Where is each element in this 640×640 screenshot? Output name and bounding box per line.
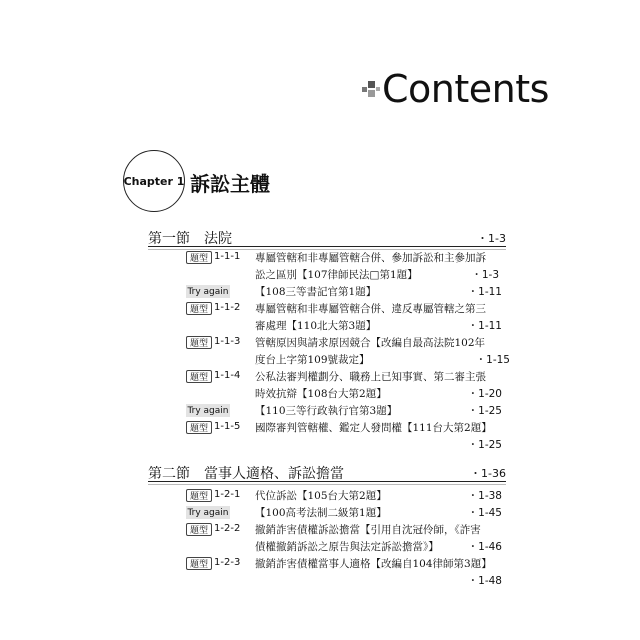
tixing-badge: 題型 bbox=[186, 336, 212, 349]
entry-title-line[interactable]: 【108三等書記官第1題】 bbox=[255, 286, 377, 298]
squares-decoration-icon bbox=[362, 79, 380, 99]
entry-title-line[interactable]: 【110三等行政執行官第3題】 bbox=[255, 405, 398, 417]
entry-page: ・1-48 bbox=[467, 575, 502, 587]
entry-title-line[interactable]: 【100高考法制二級第1題】 bbox=[255, 507, 387, 519]
entry-title-line[interactable]: 審處理【110北大第3題】 bbox=[255, 320, 377, 332]
try-again-badge: Try again bbox=[187, 286, 229, 297]
chapter-title: 訴訟主體 bbox=[190, 172, 270, 196]
entry-number: 1-1-2 bbox=[214, 302, 241, 313]
tixing-badge: 題型 bbox=[186, 251, 212, 264]
entry-number: 1-2-3 bbox=[214, 557, 241, 568]
try-again-badge: Try again bbox=[187, 507, 229, 518]
entry-page: ・1-38 bbox=[467, 490, 502, 502]
entry-page: ・1-3 bbox=[471, 269, 499, 281]
entry-title-line[interactable]: 訟之區別【107律師民法□第1題】 bbox=[255, 269, 418, 281]
entry-number: 1-1-4 bbox=[214, 370, 241, 381]
entry-title-line[interactable]: 時效抗辯【108台大第2題】 bbox=[255, 388, 387, 400]
section-page: ・1-3 bbox=[477, 232, 506, 245]
tixing-badge: 題型 bbox=[186, 302, 212, 315]
entry-page: ・1-45 bbox=[467, 507, 502, 519]
entry-title-line[interactable]: 國際審判管轄權、鑑定人發問權【111台大第2題】 bbox=[255, 422, 492, 434]
entry-number: 1-2-2 bbox=[214, 523, 241, 534]
entry-page: ・1-25 bbox=[467, 439, 502, 451]
try-again-badge: Try again bbox=[187, 405, 229, 416]
entry-number: 1-1-1 bbox=[214, 251, 241, 262]
tixing-badge: 題型 bbox=[186, 489, 212, 502]
section-title: 第一節 法院 bbox=[148, 231, 232, 247]
page-title: Contents bbox=[382, 67, 549, 111]
section-rule bbox=[148, 246, 506, 247]
section-rule bbox=[148, 481, 506, 482]
entry-page: ・1-46 bbox=[467, 541, 502, 553]
tixing-badge: 題型 bbox=[186, 370, 212, 383]
entry-title-line[interactable]: 管轄原因與請求原因競合【改編自最高法院102年 bbox=[255, 337, 486, 349]
chapter-badge bbox=[123, 150, 185, 212]
entry-page: ・1-20 bbox=[467, 388, 502, 400]
entry-number: 1-1-5 bbox=[214, 421, 241, 432]
tixing-badge: 題型 bbox=[186, 523, 212, 536]
entry-title-line[interactable]: 撤銷詐害債權訴訟擔當【引用自沈冠伶師，《詐害 bbox=[255, 524, 481, 536]
tixing-badge: 題型 bbox=[186, 421, 212, 434]
chapter-label: Chapter 1 bbox=[123, 174, 185, 188]
section-title: 第二節 當事人適格、訴訟擔當 bbox=[148, 466, 344, 482]
section-page: ・1-36 bbox=[470, 467, 506, 480]
entry-page: ・1-11 bbox=[467, 286, 502, 298]
tixing-badge: 題型 bbox=[186, 557, 212, 570]
entry-title-line[interactable]: 撤銷詐害債權當事人適格【改編自104律師第3題】 bbox=[255, 558, 492, 570]
section-rule-light bbox=[148, 484, 506, 485]
entry-number: 1-1-3 bbox=[214, 336, 241, 347]
entry-title-line[interactable]: 專屬管轄和非專屬管轄合併、違反專屬管轄之第三 bbox=[255, 303, 486, 315]
entry-title-line[interactable]: 專屬管轄和非專屬管轄合併、參加訴訟和主參加訴 bbox=[255, 252, 486, 264]
entry-number: 1-2-1 bbox=[214, 489, 241, 500]
entry-title-line[interactable]: 債權撤銷訴訟之原告與法定訴訟擔當》】 bbox=[255, 541, 439, 553]
entry-title-line[interactable]: 代位訴訟【105台大第2題】 bbox=[255, 490, 387, 502]
entry-title-line[interactable]: 度台上字第109號裁定】 bbox=[255, 354, 370, 366]
entry-page: ・1-25 bbox=[467, 405, 502, 417]
entry-page: ・1-15 bbox=[475, 354, 510, 366]
contents-header bbox=[362, 62, 549, 116]
entry-page: ・1-11 bbox=[467, 320, 502, 332]
entry-title-line[interactable]: 公私法審判權劃分、職務上已知事實、第二審主張 bbox=[255, 371, 486, 383]
